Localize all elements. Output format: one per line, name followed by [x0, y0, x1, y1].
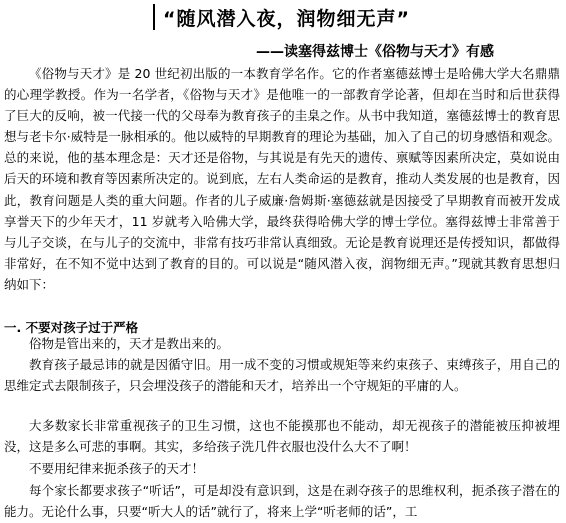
document-title: “随风潜入夜，润物细无声”: [163, 8, 410, 30]
title-marker: [153, 4, 155, 30]
section-heading: 一. 不要对孩子过于严格: [4, 320, 139, 335]
section-paragraph: 大多数家长非常重视孩子的卫生习惯，这也不能摸那也不能动，却无视孩子的潜能被压抑被埋没，这是多么可悲的事啊。其实，多给孩子洗几件衣服也没什么大不了啊！: [4, 418, 560, 455]
section-paragraph: 俗物是管出来的，天才是教出来的。: [29, 336, 230, 351]
section-paragraph: 每个家长都要求孩子“听话”，可是却没有意识到，这是在剥夺孩子的思维权利，扼杀孩子潜在的能力。无论什么事，只要“听大人的话”就行了，将来上学“听老师的话”，工: [4, 483, 560, 520]
document-subtitle: ——读塞得兹博士《俗物与天才》有感: [256, 44, 494, 60]
intro-paragraph: 《俗物与天才》是 20 世纪初出版的一本教育学名作。它的作者塞德兹博士是哈佛大学大名鼎鼎的心理学教授。作为一名学者，《俗物与天才》是他唯一的一部教育学论著，但却在当时和后世获得了巨大的反响，被一代接一代的父母奉为教育孩子的圭臬之作。从书中我知道，塞德兹博士的教育思想与老卡尔·威特是一脉相承的。他以威特的早期教育的理论为基础，加入了自己的切身感悟和观念。总的来说，他的基本理念是：天才还是俗物，与其说是有先天的遗传、禀赋等因素所决定，莫如说由后天的环境和教育等因素所决定的。说到底，左右人类命运的是教育，推动人类发展的也是教育，因此，教育问题是人类的重大问题。作者的儿子威廉·詹姆斯·塞德兹就是因接受了早期教育而被开发成享誉天下的少年天才，11 岁就考入哈佛大学，最终获得哈佛大学的博士学位。塞得兹博士非常善于与儿子交谈，在与儿子的交流中，非常有技巧非常认真细致。无论是教育说理还是传授知识，都做得非常好，在不知不觉中达到了教育的目的。可以说是“随风潜入夜，润物细无声。”现就其教育思想归纳如下：: [4, 66, 560, 292]
section-paragraph: 不要用纪律来扼杀孩子的天才！: [29, 461, 205, 476]
section-paragraph: 教育孩子最忌讳的就是因循守旧。用一成不变的习惯或规矩等来约束孩子、束缚孩子，用自己的思维定式去限制孩子，只会埋没孩子的潜能和天才，培养出一个守规矩的平庸的人。: [4, 357, 560, 394]
